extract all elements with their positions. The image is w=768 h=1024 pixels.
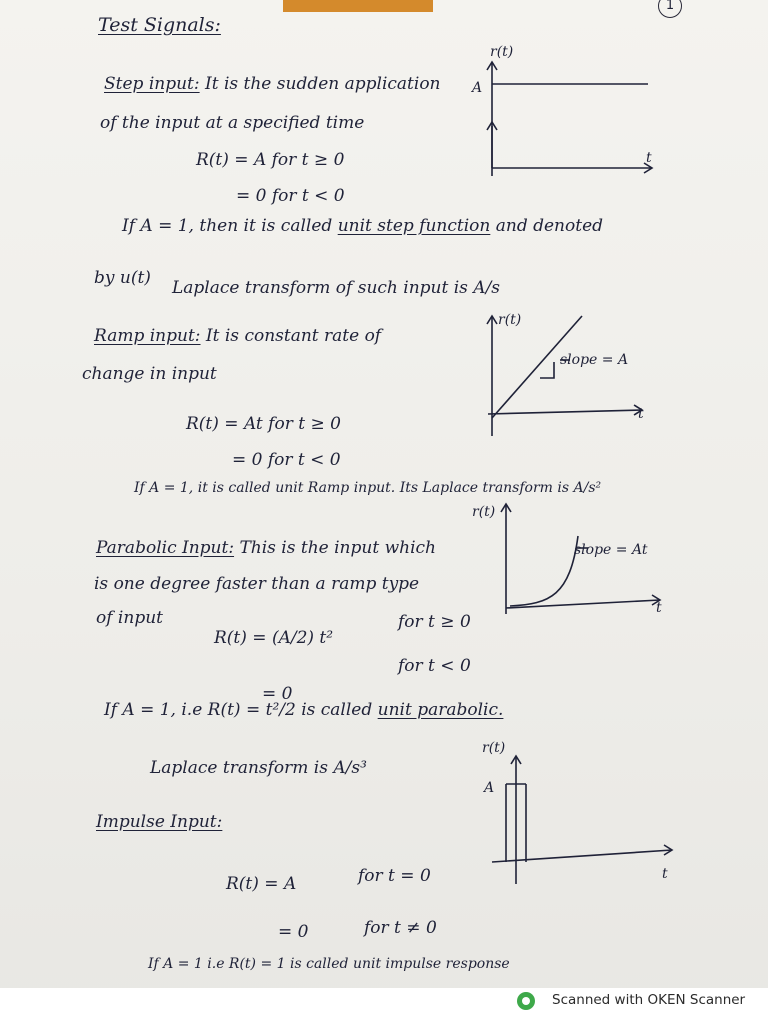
parabolic-text-line4 <box>104 700 503 720</box>
ramp-eq1: R(t) = At for t ≥ 0 <box>186 414 341 434</box>
step-line2: of the input at a specified time <box>100 113 365 133</box>
step-line3: If A = 1, then it is called <box>122 216 333 236</box>
parabolic-eq1-cond: for t ≥ 0 <box>398 612 471 632</box>
ramp-eq2: = 0 for t < 0 <box>232 450 341 470</box>
ramp-graph <box>478 302 668 442</box>
parabolic-graph-ylabel: r(t) <box>472 504 496 520</box>
impulse-eq2: = 0 <box>278 922 309 942</box>
impulse-eq2-cond: for t ≠ 0 <box>364 918 437 938</box>
parabolic-line4-underlined: unit parabolic. <box>377 700 504 720</box>
parabolic-graph-xlabel: t <box>656 600 662 616</box>
ramp-graph-xlabel: t <box>638 406 644 422</box>
parabolic-graph-curve <box>510 536 578 606</box>
page-number: 1 <box>658 0 682 18</box>
ramp-graph-ylabel: r(t) <box>498 312 522 328</box>
parabolic-eq2: = 0 <box>262 684 293 704</box>
impulse-graph-ylabel: r(t) <box>482 740 506 756</box>
parabolic-line4: If A = 1, i.e R(t) = t²/2 is called <box>104 700 373 720</box>
step-line4: by u(t) <box>94 268 151 288</box>
step-line5: Laplace transform of such input is A/s <box>172 278 501 298</box>
scanner-logo-icon <box>517 992 535 1010</box>
ramp-graph-slope-label: slope = A <box>560 352 629 368</box>
step-line3-end: and denoted <box>495 216 604 236</box>
parabolic-eq2-cond: for t < 0 <box>398 656 471 676</box>
parabolic-heading: Parabolic Input: <box>96 538 235 558</box>
ramp-line2: change in input <box>82 364 217 384</box>
parabolic-line5: Laplace transform is A/s³ <box>150 758 367 778</box>
parabolic-line1: This is the input which <box>239 538 436 558</box>
parabolic-graph <box>470 496 670 626</box>
step-graph-level-label: A <box>472 80 483 96</box>
ramp-graph-slope-triangle <box>540 362 554 378</box>
step-graph <box>470 44 660 184</box>
step-text-line1 <box>104 74 441 94</box>
parabolic-eq1: R(t) = (A/2) t² <box>214 628 334 648</box>
impulse-heading: Impulse Input: <box>96 812 223 832</box>
ramp-line1: It is constant rate of <box>205 326 382 346</box>
impulse-graph-level-label: A <box>484 780 495 796</box>
ramp-line3: If A = 1, it is called unit Ramp input. Its Laplace transform is A/s² <box>134 480 602 496</box>
impulse-eq1-cond: for t = 0 <box>358 866 431 886</box>
impulse-eq1: R(t) = A <box>226 874 297 894</box>
impulse-graph-x-axis <box>492 850 672 862</box>
ramp-heading: Ramp input: <box>94 326 201 346</box>
parabolic-line3: of input <box>96 608 163 628</box>
step-text-line3 <box>122 216 603 236</box>
impulse-graph <box>478 738 678 888</box>
parabolic-graph-slope-label: slope = At <box>574 542 648 558</box>
ramp-graph-x-axis <box>488 410 642 414</box>
parabolic-text-line1 <box>96 538 436 558</box>
ramp-text-line1 <box>94 326 381 346</box>
page-title: Test Signals: <box>98 14 221 36</box>
impulse-line1: If A = 1 i.e R(t) = 1 is called unit impulse response <box>148 956 510 972</box>
step-line3-underlined: unit step function <box>337 216 491 236</box>
step-eq2: = 0 for t < 0 <box>236 186 345 206</box>
step-line1: It is the sudden application <box>205 74 441 94</box>
scanner-watermark-text: Scanned with OKEN Scanner <box>552 992 746 1008</box>
step-eq1: R(t) = A for t ≥ 0 <box>196 150 345 170</box>
step-heading: Step input: <box>104 74 200 94</box>
impulse-graph-xlabel: t <box>662 866 668 882</box>
parabolic-line2: is one degree faster than a ramp type <box>94 574 420 594</box>
step-graph-ylabel: r(t) <box>490 44 514 60</box>
step-graph-xlabel: t <box>646 150 652 166</box>
page-tab <box>283 0 433 12</box>
